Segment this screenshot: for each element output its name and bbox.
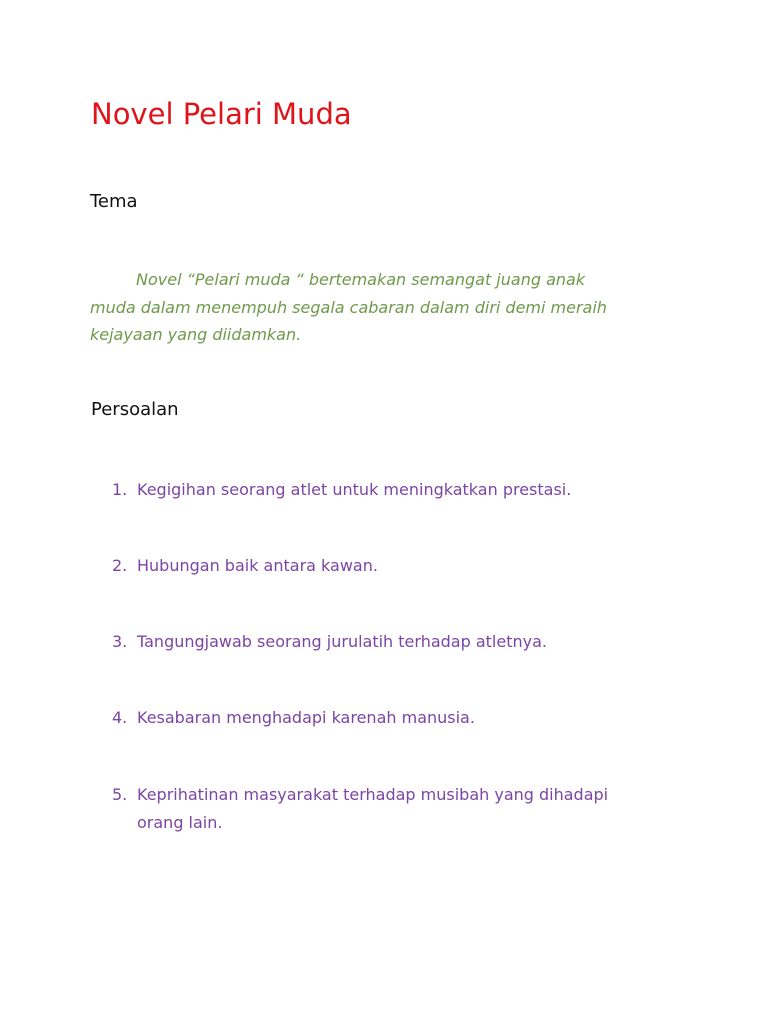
list-item-number: 3. <box>112 632 128 651</box>
list-item <box>112 704 692 732</box>
list-item-text <box>137 552 692 580</box>
tema-paragraph-line: kejayaan yang diidamkan. <box>90 325 302 344</box>
list-item <box>112 552 692 580</box>
list-item-line: Kegigihan seorang atlet untuk meningkatkan prestasi. <box>137 480 572 499</box>
list-item-number: 1. <box>112 480 128 499</box>
document-title: Novel Pelari Muda <box>91 97 352 131</box>
list-item-number: 4. <box>112 708 128 727</box>
list-item-text <box>137 781 692 837</box>
list-item-line: orang lain. <box>137 813 223 832</box>
tema-paragraph-line: Novel “Pelari muda “ bertemakan semangat juang anak <box>136 270 586 289</box>
section-heading-persoalan: Persoalan <box>91 399 179 420</box>
list-item-text <box>137 628 692 656</box>
list-item <box>112 476 692 504</box>
list-item-line: Tangungjawab seorang jurulatih terhadap atletnya. <box>137 632 547 651</box>
list-item-text <box>137 704 692 732</box>
list-item-line: Kesabaran menghadapi karenah manusia. <box>137 708 475 727</box>
list-item <box>112 628 692 656</box>
list-item-number: 5. <box>112 785 128 804</box>
list-item-line: Hubungan baik antara kawan. <box>137 556 378 575</box>
list-item <box>112 781 692 837</box>
list-item-line: Keprihatinan masyarakat terhadap musibah yang dihadapi <box>137 785 609 804</box>
tema-paragraph-line: muda dalam menempuh segala cabaran dalam diri demi meraih <box>90 297 607 317</box>
tema-paragraph <box>90 266 680 349</box>
list-item-text <box>137 476 692 504</box>
list-item-number: 2. <box>112 556 128 575</box>
section-heading-tema: Tema <box>90 191 138 212</box>
